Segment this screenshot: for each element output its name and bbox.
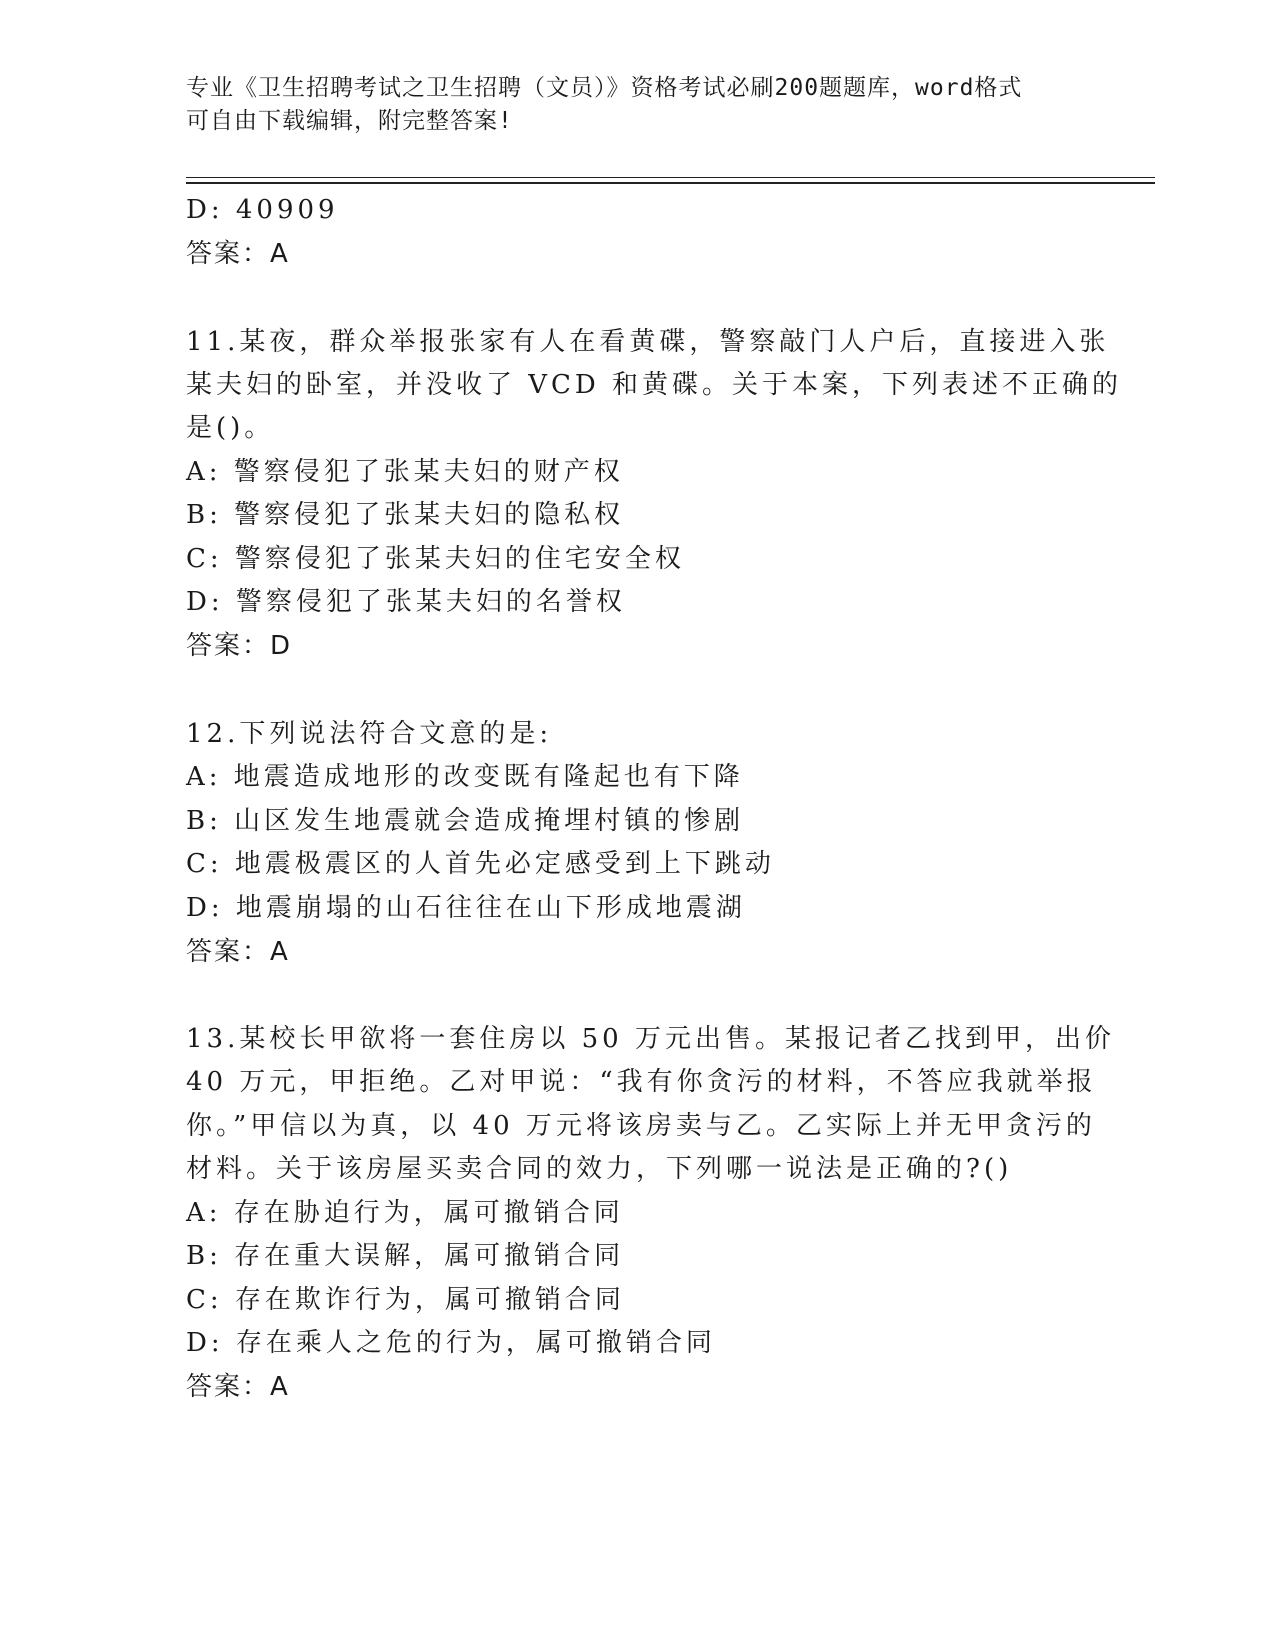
document-header bbox=[186, 72, 1066, 138]
q11-option-b: B: 警察侵犯了张某夫妇的隐私权 bbox=[186, 500, 625, 530]
q11-stem-line-3: 是()。 bbox=[186, 413, 275, 443]
header-title-line-2: 可自由下载编辑，附完整答案! bbox=[186, 108, 513, 134]
q13-option-c: C: 存在欺诈行为，属可撤销合同 bbox=[186, 1285, 625, 1315]
q13-option-d: D: 存在乘人之危的行为，属可撤销合同 bbox=[186, 1328, 716, 1358]
q11-stem-line-2: 某夫妇的卧室，并没收了 VCD 和黄碟。关于本案，下列表述不正确的 bbox=[186, 370, 1123, 400]
q12-option-c: C: 地震极震区的人首先必定感受到上下跳动 bbox=[186, 849, 775, 879]
q13-option-a: A: 存在胁迫行为，属可撤销合同 bbox=[186, 1198, 624, 1228]
q13-stem-line-1: 13.某校长甲欲将一套住房以 50 万元出售。某报记者乙找到甲，出价 bbox=[186, 1024, 1115, 1054]
q13-option-b: B: 存在重大误解，属可撤销合同 bbox=[186, 1241, 625, 1271]
header-title-line-1: 专业《卫生招聘考试之卫生招聘（文员）》资格考试必刷200题题库，word格式 bbox=[186, 75, 1023, 101]
header-divider-thick bbox=[186, 182, 1155, 184]
q12-stem-line-1: 12.下列说法符合文意的是: bbox=[186, 719, 553, 749]
header-divider-thin bbox=[186, 177, 1155, 178]
q12-option-b: B: 山区发生地震就会造成掩埋村镇的惨剧 bbox=[186, 806, 745, 836]
q11-option-c: C: 警察侵犯了张某夫妇的住宅安全权 bbox=[186, 544, 685, 574]
q13-stem-line-4: 材料。关于该房屋买卖合同的效力，下列哪一说法是正确的?() bbox=[186, 1154, 1013, 1184]
q12-answer: 答案：A bbox=[186, 937, 290, 967]
q13-answer: 答案：A bbox=[186, 1372, 290, 1402]
q12-option-d: D: 地震崩塌的山石往往在山下形成地震湖 bbox=[186, 893, 746, 923]
q11-option-d: D: 警察侵犯了张某夫妇的名誉权 bbox=[186, 587, 626, 617]
q11-stem-line-1: 11.某夜，群众举报张家有人在看黄碟，警察敲门人户后，直接进入张 bbox=[186, 327, 1110, 357]
q11-answer: 答案：D bbox=[186, 631, 293, 661]
q12-option-a: A: 地震造成地形的改变既有隆起也有下降 bbox=[186, 762, 744, 792]
q13-stem-line-3: 你。”甲信以为真，以 40 万元将该房卖与乙。乙实际上并无甲贪污的 bbox=[186, 1111, 1096, 1141]
prev-option-d: D: 40909 bbox=[186, 195, 339, 225]
prev-answer: 答案：A bbox=[186, 239, 290, 269]
q13-stem-line-2: 40 万元，甲拒绝。乙对甲说：“我有你贪污的材料，不答应我就举报 bbox=[186, 1067, 1097, 1097]
q11-option-a: A: 警察侵犯了张某夫妇的财产权 bbox=[186, 457, 624, 487]
